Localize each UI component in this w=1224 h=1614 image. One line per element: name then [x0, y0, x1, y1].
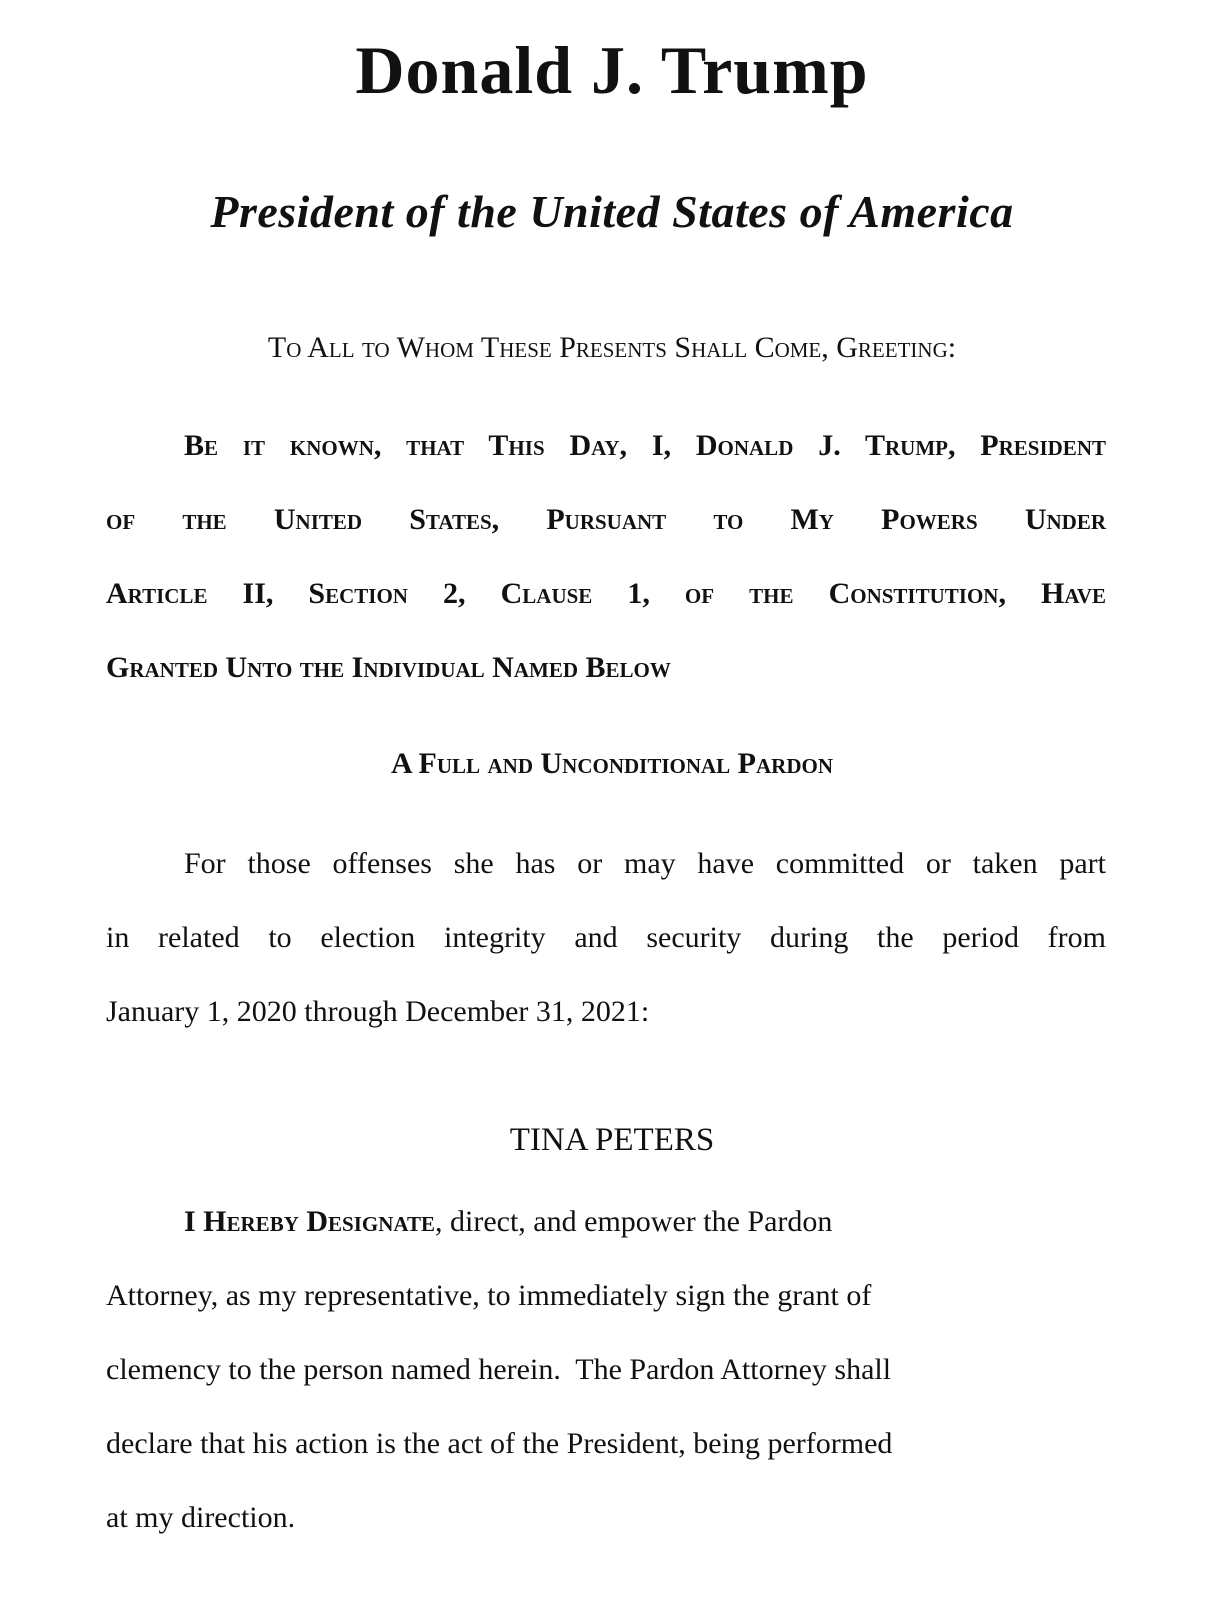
offenses-line-3: January 1, 2020 through December 31, 2021:	[106, 995, 650, 1028]
proclamation-line-4: Granted Unto the Individual Named Below	[106, 651, 671, 684]
proclamation-line-1: Be it known, that This Day, I, Donald J. Trump, President	[184, 429, 1106, 462]
offenses-paragraph	[106, 844, 1106, 1066]
recipient-name: TINA PETERS	[509, 1122, 715, 1158]
designation-line-2: Attorney, as my representative, to immediately sign the grant of	[106, 1279, 872, 1312]
offenses-line-1: For those offenses she has or may have committed or taken part	[184, 847, 1106, 880]
designation-line-1	[106, 1202, 1106, 1276]
pardon-heading: A Full and Unconditional Pardon	[390, 747, 834, 780]
greeting-line: To All to Whom These Presents Shall Come, Greeting:	[267, 331, 957, 364]
designation-paragraph	[106, 1202, 1106, 1572]
document-title-name: Donald J. Trump	[355, 32, 869, 108]
designation-lead: I Hereby Designate	[184, 1205, 436, 1238]
document-subtitle-office: President of the United States of America	[210, 186, 1014, 237]
proclamation-paragraph	[106, 426, 1106, 722]
designation-line-1-rest: , direct, and empower the Pardon	[435, 1205, 833, 1238]
designation-line-3: clemency to the person named herein. The Pardon Attorney shall	[106, 1353, 892, 1386]
designation-line-5: at my direction.	[106, 1501, 296, 1534]
proclamation-line-3: Article II, Section 2, Clause 1, of the Constitution, Have	[106, 577, 1106, 610]
proclamation-line-2: of the United States, Pursuant to My Powers Under	[106, 503, 1106, 536]
offenses-line-2: in related to election integrity and security during the period from	[106, 921, 1106, 954]
designation-line-4: declare that his action is the act of the President, being performed	[106, 1427, 893, 1460]
